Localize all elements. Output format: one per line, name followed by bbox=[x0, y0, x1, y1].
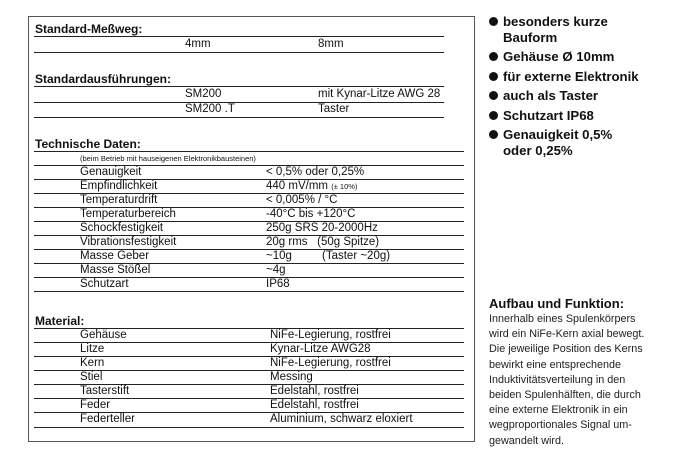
material-value: Kynar-Litze AWG28 bbox=[270, 343, 371, 355]
spec-label: Temperaturbereich bbox=[80, 208, 176, 220]
material-value: Edelstahl, rostfrei bbox=[270, 385, 359, 397]
feature-item bbox=[489, 127, 689, 158]
messweg-title: Standard-Meßweg: bbox=[35, 22, 143, 36]
aufbau-line: wegproportionales Signal um- bbox=[489, 419, 632, 432]
feature-line: auch als Taster bbox=[503, 88, 599, 103]
spec-value-main: 440 mV/mm bbox=[266, 180, 328, 192]
aufbau-line: Induktivitätsverteilung in den bbox=[489, 373, 626, 386]
bullet-dot-icon bbox=[489, 17, 498, 26]
spec-value: 250g SRS 20-2000Hz bbox=[266, 222, 378, 234]
spec-label: Vibrationsfestigkeit bbox=[80, 236, 177, 248]
rule bbox=[34, 52, 444, 53]
spec-value: < 0,5% oder 0,25% bbox=[266, 166, 365, 178]
aufbau-line: Die jeweilige Position des Kerns bbox=[489, 343, 643, 356]
feature-list bbox=[489, 14, 689, 162]
material-value: NiFe-Legierung, rostfrei bbox=[270, 357, 391, 369]
rule bbox=[34, 291, 464, 292]
spec-label: Schockfestigkeit bbox=[80, 222, 164, 234]
spec-value: IP68 bbox=[266, 278, 290, 290]
technische-title: Technische Daten: bbox=[35, 137, 141, 151]
spec-label: Temperaturdrift bbox=[80, 194, 158, 206]
model-cell: SM200 .T bbox=[185, 103, 235, 115]
feature-line: oder 0,25% bbox=[503, 142, 573, 158]
feature-line: Gehäuse Ø 10mm bbox=[503, 49, 615, 64]
material-label: Stiel bbox=[80, 371, 103, 383]
feature-item bbox=[489, 108, 689, 124]
aufbau-line: eine externe Elektronik in ein bbox=[489, 404, 628, 417]
material-label: Federteller bbox=[80, 413, 135, 425]
desc-cell: mit Kynar-Litze AWG 28 bbox=[318, 88, 441, 100]
spec-value: 20g rms (50g Spitze) bbox=[266, 236, 380, 248]
spec-label: Empfindlichkeit bbox=[80, 180, 158, 192]
material-label: Feder bbox=[80, 399, 111, 411]
aufbau-line: beiden Spulenhälften, die durch bbox=[489, 389, 641, 402]
messweg-value: 4mm bbox=[185, 38, 211, 50]
desc-cell: Taster bbox=[318, 103, 350, 115]
material-value: Edelstahl, rostfrei bbox=[270, 399, 359, 411]
material-label: Tasterstift bbox=[80, 385, 130, 397]
material-value: Messing bbox=[270, 371, 313, 383]
aufbau-line: Innerhalb eines Spulenkörpers bbox=[489, 313, 636, 325]
material-label: Kern bbox=[80, 357, 105, 369]
spec-value: ~4g bbox=[266, 264, 286, 276]
material-value: NiFe-Legierung, rostfrei bbox=[270, 329, 391, 341]
feature-line: besonders kurze bbox=[503, 14, 608, 29]
rule bbox=[34, 117, 444, 118]
material-label: Gehäuse bbox=[80, 329, 127, 341]
feature-line: Genauigkeit 0,5% bbox=[503, 127, 613, 142]
rule bbox=[34, 427, 464, 428]
aufbau-line: bewirkt eine entsprechende bbox=[489, 358, 622, 371]
rule bbox=[34, 151, 464, 152]
spec-label: Schutzart bbox=[80, 278, 129, 290]
material-value: Aluminium, schwarz eloxiert bbox=[270, 413, 413, 425]
bullet-dot-icon bbox=[489, 72, 498, 81]
spec-value-tolerance: (± 10%) bbox=[331, 182, 358, 191]
spec-label: Masse Geber bbox=[80, 250, 150, 262]
aufbau-title: Aufbau und Funktion: bbox=[489, 296, 625, 311]
rule bbox=[34, 86, 444, 87]
model-cell: SM200 bbox=[185, 88, 222, 100]
material-title: Material: bbox=[35, 314, 85, 328]
bullet-dot-icon bbox=[489, 52, 498, 61]
material-label: Litze bbox=[80, 343, 105, 355]
feature-item bbox=[489, 69, 689, 85]
spec-value: -40°C bis +120°C bbox=[266, 208, 356, 220]
rule bbox=[34, 36, 444, 37]
feature-item bbox=[489, 49, 689, 65]
feature-line: für externe Elektronik bbox=[503, 68, 639, 84]
bullet-dot-icon bbox=[489, 111, 498, 120]
feature-item bbox=[489, 88, 689, 104]
bullet-dot-icon bbox=[489, 91, 498, 100]
messweg-value: 8mm bbox=[318, 38, 344, 50]
aufbau-line: gewandelt wird. bbox=[489, 434, 565, 447]
technische-note: (beim Betrieb mit hauseigenen Elektronikbausteinen) bbox=[80, 154, 256, 163]
feature-item bbox=[489, 14, 689, 45]
spec-label: Genauigkeit bbox=[80, 166, 142, 178]
aufbau-text bbox=[489, 312, 689, 449]
aufbau-line: wird ein NiFe-Kern axial bewegt. bbox=[489, 328, 645, 341]
spec-value: < 0,005% / °C bbox=[266, 194, 338, 206]
spec-value-extra: (Taster ~20g) bbox=[322, 250, 391, 262]
bullet-dot-icon bbox=[489, 130, 498, 139]
spec-value: ~10g bbox=[266, 250, 292, 262]
rule bbox=[34, 102, 444, 103]
feature-line: Bauform bbox=[503, 29, 558, 45]
spec-label: Masse Stößel bbox=[80, 264, 151, 276]
feature-line: Schutzart IP68 bbox=[503, 107, 594, 123]
spec-value bbox=[266, 180, 357, 192]
ausfuehrungen-title: Standardausführungen: bbox=[35, 72, 172, 86]
